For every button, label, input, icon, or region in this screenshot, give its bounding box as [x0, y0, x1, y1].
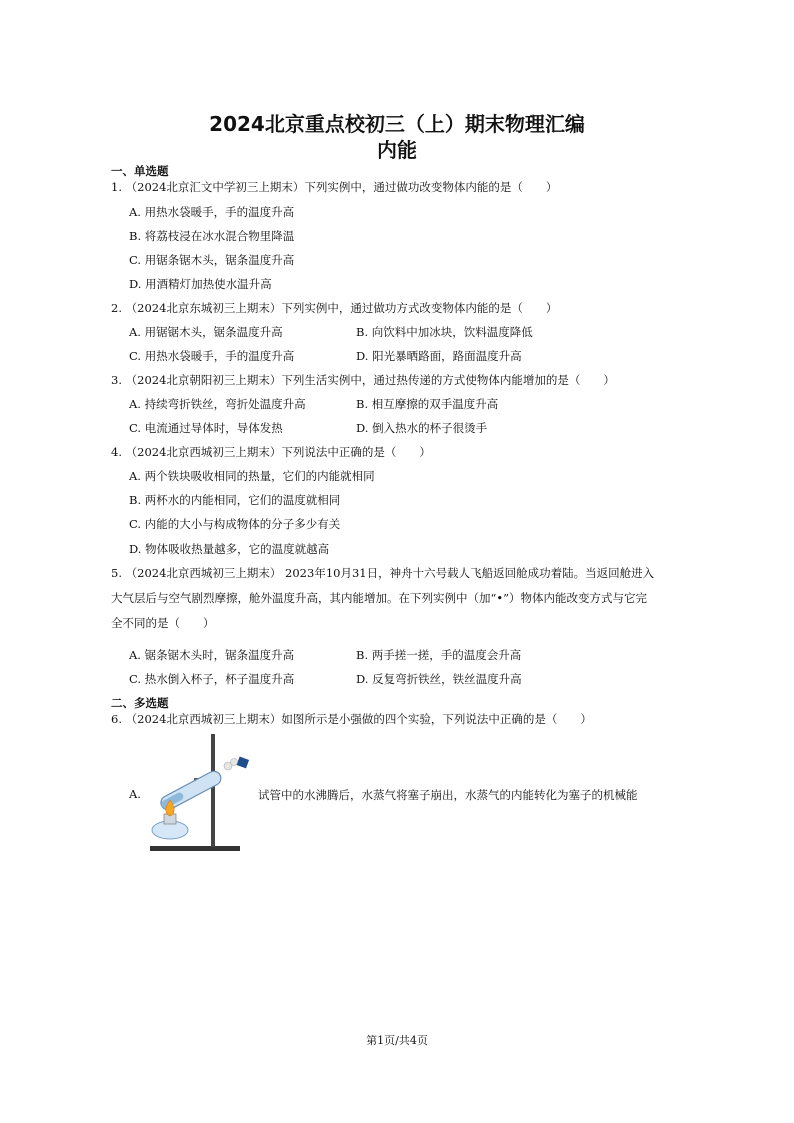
question-4-option-c: C. 内能的大小与构成物体的分子多少有关 [129, 517, 341, 531]
question-5-line-1: 5. （2024北京西城初三上期末） 2023年10月31日，神舟十六号载人飞船返回舱成功着陆。当返回舱进入 [111, 566, 655, 580]
page-footer: 第1页/共4页 [366, 1034, 428, 1047]
stopper [237, 757, 249, 769]
test-tube-experiment-figure [134, 730, 254, 855]
section-heading-single: 一、单选题 [111, 164, 169, 178]
question-1-option-c: C. 用锯条锯木头，锯条温度升高 [129, 253, 295, 267]
question-3-option-d: D. 倒入热水的杯子很烫手 [356, 421, 488, 435]
question-6-stem: 6. （2024北京西城初三上期末）如图所示是小强做的四个实验，下列说法中正确的是（ ） [111, 712, 592, 726]
question-5-option-b: B. 两手搓一搓，手的温度会升高 [356, 648, 522, 662]
question-4-option-b: B. 两杯水的内能相同，它们的温度就相同 [129, 493, 341, 507]
question-2-option-d: D. 阳光暴晒路面，路面温度升高 [356, 349, 522, 363]
question-3-option-a: A. 持续弯折铁丝，弯折处温度升高 [129, 397, 306, 411]
question-2-stem: 2. （2024北京东城初三上期末）下列实例中，通过做功方式改变物体内能的是（ ） [111, 301, 558, 315]
question-3-option-b: B. 相互摩擦的双手温度升高 [356, 397, 499, 411]
question-3-option-c: C. 电流通过导体时，导体发热 [129, 421, 283, 435]
question-5-line-3: 全不同的是（ ） [111, 616, 215, 630]
section-heading-multiple: 二、多选题 [111, 696, 169, 710]
question-4-stem: 4. （2024北京西城初三上期末）下列说法中正确的是（ ） [111, 445, 431, 459]
question-2-option-b: B. 向饮料中加冰块，饮料温度降低 [356, 325, 533, 339]
question-5-option-c: C. 热水倒入杯子，杯子温度升高 [129, 672, 295, 686]
question-6-option-a-label: A. [129, 787, 141, 801]
question-5-option-d: D. 反复弯折铁丝，铁丝温度升高 [356, 672, 522, 686]
question-2-option-a: A. 用锯锯木头，锯条温度升高 [129, 325, 283, 339]
question-6-option-a-text: 试管中的水沸腾后，水蒸气将塞子崩出，水蒸气的内能转化为塞子的机械能 [258, 788, 638, 802]
page-title: 2024北京重点校初三（上）期末物理汇编 [209, 112, 585, 136]
question-1-option-b: B. 将荔枝浸在冰水混合物里降温 [129, 229, 295, 243]
question-3-stem: 3. （2024北京朝阳初三上期末）下列生活实例中，通过热传递的方式使物体内能增加的是（ ） [111, 373, 615, 387]
question-1-stem: 1. （2024北京汇文中学初三上期末）下列实例中，通过做功改变物体内能的是（ ） [111, 180, 558, 194]
question-5-option-a: A. 锯条锯木头时，锯条温度升高 [129, 648, 295, 662]
steam-puff [231, 759, 238, 766]
stand-rod [211, 734, 215, 847]
question-1-option-d: D. 用酒精灯加热使水温升高 [129, 277, 272, 291]
question-2-option-c: C. 用热水袋暖手，手的温度升高 [129, 349, 295, 363]
stand-base [150, 846, 240, 851]
question-4-option-a: A. 两个铁块吸收相同的热量，它们的内能就相同 [129, 469, 375, 483]
question-4-option-d: D. 物体吸收热量越多，它的温度就越高 [129, 542, 330, 556]
page-subtitle: 内能 [377, 138, 417, 162]
question-1-option-a: A. 用热水袋暖手，手的温度升高 [129, 205, 295, 219]
question-5-line-2: 大气层后与空气剧烈摩擦，舱外温度升高，其内能增加。在下列实例中（加“•”）物体内能改变方式与它完 [111, 591, 648, 605]
